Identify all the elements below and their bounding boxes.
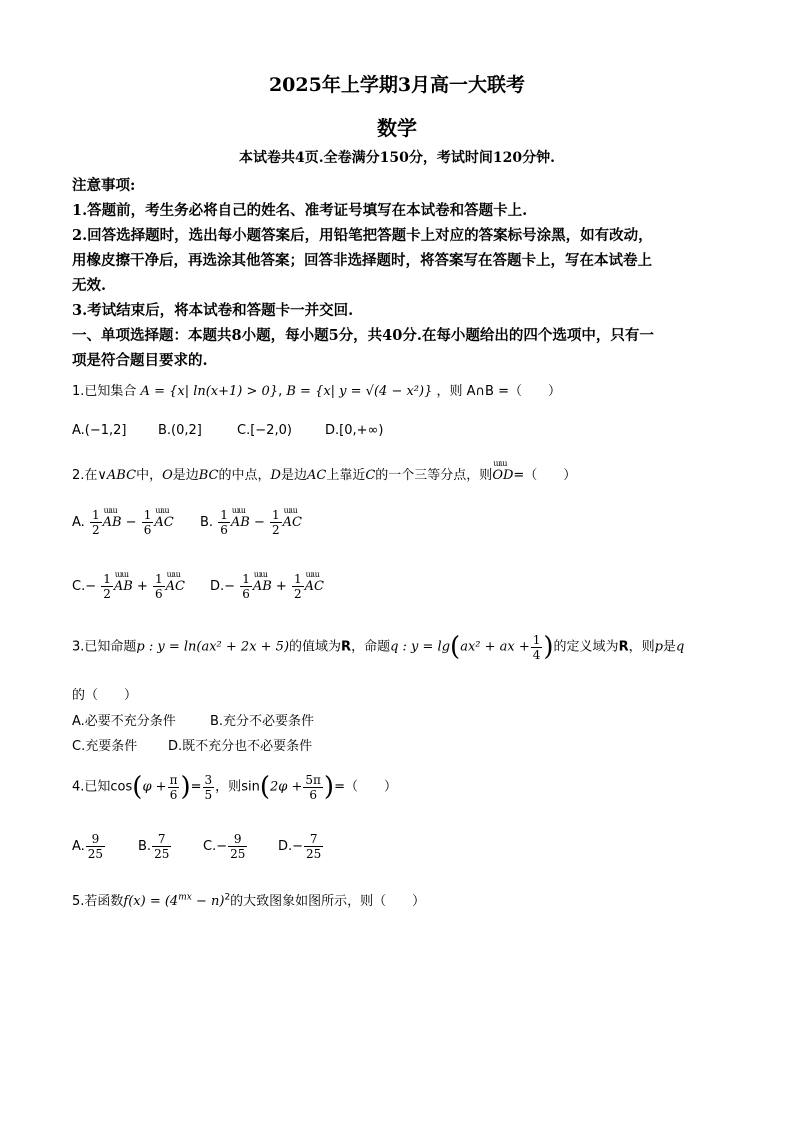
- question-4-option-b: B. $\frac{7}{25}$: [138, 832, 170, 861]
- question-2-option-b: B. $\frac{1}{6}$ ɯɯ AB − $\frac{1}{2}$ ɯɯ AC: [200, 508, 302, 537]
- question-1-option-b: B.(0,2]: [158, 423, 202, 438]
- question-3-stem: 3.已知命题p : y = ln(ax² + 2x + 5)的值域为R，命题q : y = lg(ax² + ax + $\frac{1}{4}$ )的定义域为R，则p是q: [72, 632, 685, 662]
- question-3-option-c: C.充要条件: [72, 739, 138, 754]
- note-2a: 2.回答选择题时，选出每小题答案后，用铅笔把答题卡上对应的答案标号涂黑，如有改动，: [72, 227, 653, 244]
- question-3-option-d: D.既不充分也不必要条件: [168, 739, 313, 754]
- section-heading-1: 一、单项选择题：本题共8小题，每小题5分，共40分.在每小题给出的四个选项中，只有一: [72, 327, 654, 344]
- question-3-stem-end: 的（ ）: [72, 688, 138, 703]
- question-4-option-c: C.− $\frac{9}{25}$: [203, 832, 246, 861]
- notes-heading: 注意事项:: [72, 177, 136, 194]
- question-3-option-b: B.充分不必要条件: [210, 714, 315, 729]
- set-b: B = {x| y = √(4 − x²)}: [286, 384, 433, 399]
- note-3: 3.考试结束后，将本试卷和答题卡一并交回.: [72, 302, 354, 319]
- question-1-option-c: C.[−2,0): [237, 423, 292, 438]
- exam-subject: 数学: [377, 116, 417, 140]
- note-2c: 无效.: [72, 277, 107, 294]
- vector-od: ɯɯ OD: [492, 468, 513, 483]
- question-4-option-d: D.− $\frac{7}{25}$: [278, 832, 322, 861]
- question-4-option-a: A. $\frac{9}{25}$: [72, 832, 104, 861]
- note-2b: 用橡皮擦干净后，再选涂其他答案；回答非选择题时，将答案写在答题卡上，写在本试卷上: [72, 252, 652, 269]
- question-2-stem: 2.在∨ABC中，O是边BC的中点，D是边AC上靠近C的一个三等分点，则ɯɯ OD=（ ）: [72, 464, 576, 483]
- note-1: 1.答题前，考生务必将自己的姓名、准考证号填写在本试卷和答题卡上.: [72, 202, 528, 219]
- question-3-option-a: A.必要不充分条件: [72, 714, 176, 729]
- question-1-option-d: D.[0,+∞): [325, 423, 384, 438]
- question-1-option-a: A.(−1,2]: [72, 423, 127, 438]
- exam-title: 2025年上学期3月高一大联考: [268, 74, 526, 96]
- question-2-option-c: C.− $\frac{1}{2}$ ɯɯ AB + $\frac{1}{6}$ ɯɯ AC: [72, 572, 185, 601]
- question-2-option-a: A. $\frac{1}{2}$ ɯɯ AB − $\frac{1}{6}$ ɯɯ AC: [72, 508, 174, 537]
- question-4-stem: 4.已知cos(φ + $\frac{\pi}{6}$ )= $\frac{3}{5}$ ，则sin(2φ + $\frac{5\pi}{6}$ )=（ ）: [72, 772, 397, 802]
- set-a: A = {x| ln(x+1) > 0}: [140, 384, 279, 399]
- question-5-stem: 5.若函数$f(x) = (4^{mx} - n)^2$的大致图象如图所示，则（ ）: [72, 892, 426, 909]
- exam-info: 本试卷共4页.全卷满分150分，考试时间120分钟.: [239, 150, 555, 166]
- question-1-stem: 1.已知集合 A = {x| ln(x+1) > 0}, B = {x| y = √(4 − x²)} ，则 A∩B =（ ）: [72, 384, 561, 399]
- section-heading-2: 项是符合题目要求的.: [72, 352, 208, 369]
- question-2-option-d: D.− $\frac{1}{6}$ ɯɯ AB + $\frac{1}{2}$ ɯɯ AC: [210, 572, 324, 601]
